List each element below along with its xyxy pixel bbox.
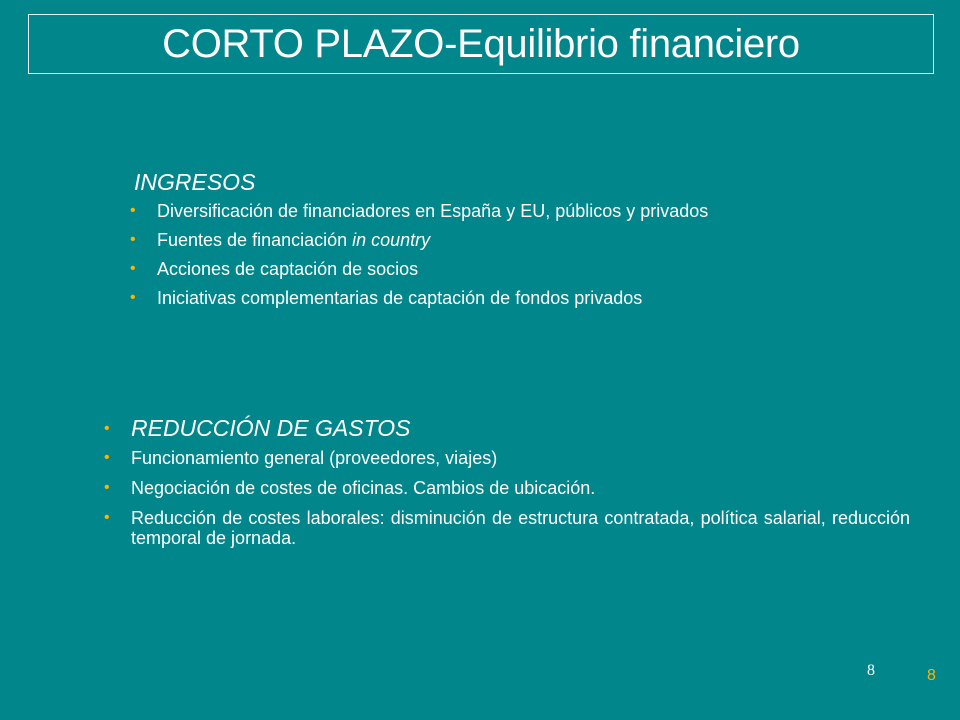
title-box [28,14,934,74]
list-item-text: Fuentes de financiación [157,230,353,250]
list-item [104,508,910,548]
list-item-text: Iniciativas complementarias de captación de fondos privados [157,288,643,308]
ingresos-heading: INGRESOS [134,169,256,195]
bullet-icon: • [104,420,110,437]
ingresos-list [130,200,910,309]
bullet-icon: • [104,509,110,526]
list-item [130,229,910,251]
slide-title: CORTO PLAZO-Equilibrio financiero [162,22,800,66]
ingresos-section [130,168,910,316]
list-item-text: Negociación de costes de oficinas. Cambios de ubicación. [131,478,596,498]
page-number-right: 8 [927,667,936,684]
gastos-heading: REDUCCIÓN DE GASTOS [131,415,411,441]
list-item-text: Acciones de captación de socios [157,259,419,279]
list-item-text: Reducción de costes laborales: disminución de estructura contratada, política salarial, reducción temporal de jornada. [131,508,910,548]
list-item-text: Funcionamiento general (proveedores, viajes) [131,448,498,468]
gastos-section [104,414,910,558]
page-number-left: 8 [867,662,875,679]
list-item [130,258,910,280]
list-item [104,448,910,468]
gastos-heading-row [104,414,910,442]
bullet-icon: • [130,202,136,219]
bullet-icon: • [104,449,110,466]
gastos-list [104,448,910,548]
list-item-italic-text: in country [352,230,431,250]
bullet-icon: • [130,260,136,277]
bullet-icon: • [130,289,136,306]
list-item [130,200,910,222]
bullet-icon: • [104,479,110,496]
list-item-text: Diversificación de financiadores en España y EU, públicos y privados [157,201,709,221]
list-item [104,478,910,498]
list-item [130,287,910,309]
bullet-icon: • [130,231,136,248]
